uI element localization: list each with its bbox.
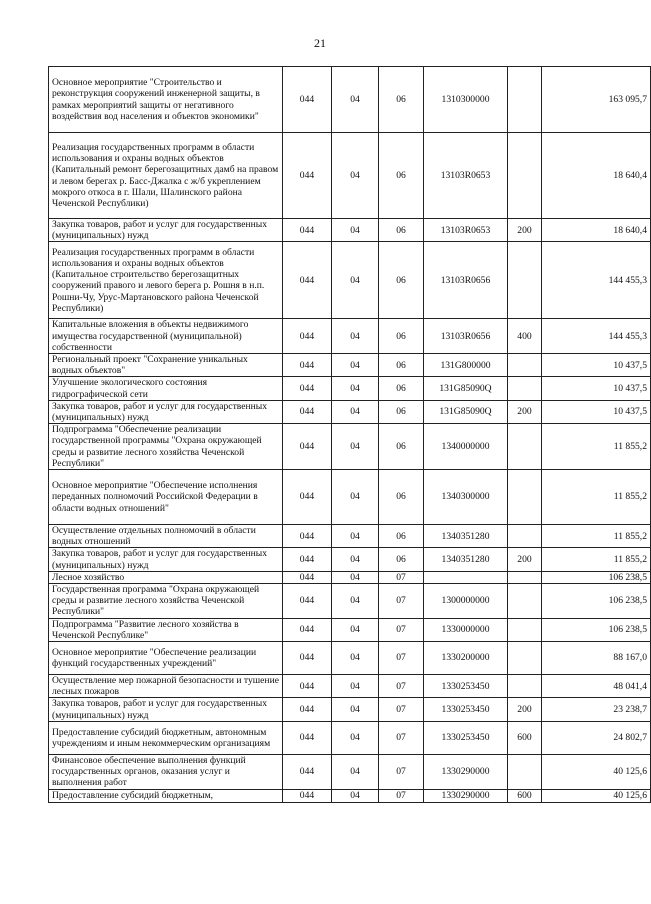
cell-section: 04 [332, 219, 379, 242]
cell-expense-type [508, 242, 542, 319]
table-row [49, 754, 651, 789]
cell-subsection: 06 [379, 319, 424, 354]
cell-target-code: 1340300000 [424, 470, 508, 525]
table-row [49, 67, 651, 133]
cell-subsection: 06 [379, 400, 424, 423]
cell-expense-type [508, 584, 542, 619]
cell-amount: 106 238,5 [542, 618, 651, 641]
cell-expense-type [508, 525, 542, 548]
table-row [49, 377, 651, 400]
cell-ministry: 044 [283, 424, 332, 470]
cell-subsection: 07 [379, 675, 424, 698]
cell-name: Финансовое обеспечение выполнения функций государственных органов, оказания услуг и выполнения работ [49, 754, 283, 789]
table-row [49, 642, 651, 675]
cell-section: 04 [332, 675, 379, 698]
cell-amount: 18 640,4 [542, 219, 651, 242]
cell-target-code: 1340351280 [424, 525, 508, 548]
cell-name: Основное мероприятие "Обеспечение реализации функций государственных учреждений" [49, 642, 283, 675]
cell-name: Осуществление отдельных полномочий в области водных отношений [49, 525, 283, 548]
cell-subsection: 07 [379, 571, 424, 583]
cell-name: Капитальные вложения в объекты недвижимого имущества государственной (муниципальной) собственности [49, 319, 283, 354]
cell-name: Закупка товаров, работ и услуг для государственных (муниципальных) нужд [49, 548, 283, 571]
cell-subsection: 07 [379, 754, 424, 789]
cell-subsection: 06 [379, 133, 424, 219]
cell-section: 04 [332, 584, 379, 619]
cell-name: Предоставление субсидий бюджетным, [49, 789, 283, 802]
cell-ministry: 044 [283, 548, 332, 571]
cell-ministry: 044 [283, 618, 332, 641]
cell-amount: 106 238,5 [542, 571, 651, 583]
table-row [49, 470, 651, 525]
cell-amount: 106 238,5 [542, 584, 651, 619]
cell-name: Основное мероприятие "Обеспечение исполнения переданных полномочий Российской Федерации в области водных отношений" [49, 470, 283, 525]
cell-ministry: 044 [283, 319, 332, 354]
cell-expense-type [508, 354, 542, 377]
cell-ministry: 044 [283, 789, 332, 802]
table-row [49, 219, 651, 242]
cell-subsection: 07 [379, 698, 424, 721]
cell-section: 04 [332, 67, 379, 133]
cell-amount: 10 437,5 [542, 354, 651, 377]
cell-target-code: 1330290000 [424, 789, 508, 802]
table-row [49, 675, 651, 698]
cell-name: Подпрограмма "Обеспечение реализации государственной программы "Охрана окружающей среды и развитие лесного хозяйства Чеченской Республики" [49, 424, 283, 470]
cell-target-code: 1330200000 [424, 642, 508, 675]
cell-target-code: 1330253450 [424, 675, 508, 698]
cell-target-code: 131G800000 [424, 354, 508, 377]
table-row [49, 133, 651, 219]
cell-section: 04 [332, 354, 379, 377]
cell-subsection: 07 [379, 618, 424, 641]
cell-target-code: 131G85090Q [424, 400, 508, 423]
table-row [49, 242, 651, 319]
cell-target-code [424, 571, 508, 583]
cell-ministry: 044 [283, 525, 332, 548]
cell-subsection: 06 [379, 525, 424, 548]
cell-subsection: 06 [379, 548, 424, 571]
cell-subsection: 06 [379, 242, 424, 319]
page-number: 21 [314, 36, 326, 50]
cell-subsection: 06 [379, 470, 424, 525]
table-row [49, 525, 651, 548]
table-row [49, 618, 651, 641]
cell-amount: 10 437,5 [542, 377, 651, 400]
cell-section: 04 [332, 319, 379, 354]
table-row [49, 319, 651, 354]
cell-section: 04 [332, 642, 379, 675]
cell-target-code: 1330253450 [424, 721, 508, 754]
cell-name: Закупка товаров, работ и услуг для государственных (муниципальных) нужд [49, 400, 283, 423]
cell-expense-type [508, 675, 542, 698]
table-row [49, 400, 651, 423]
cell-ministry: 044 [283, 675, 332, 698]
cell-expense-type: 200 [508, 548, 542, 571]
cell-target-code: 13103R0653 [424, 133, 508, 219]
cell-subsection: 06 [379, 377, 424, 400]
cell-name: Осуществление мер пожарной безопасности и тушение лесных пожаров [49, 675, 283, 698]
table-row [49, 584, 651, 619]
cell-expense-type [508, 133, 542, 219]
cell-ministry: 044 [283, 133, 332, 219]
cell-amount: 11 855,2 [542, 470, 651, 525]
cell-amount: 40 125,6 [542, 789, 651, 802]
cell-ministry: 044 [283, 470, 332, 525]
cell-expense-type [508, 571, 542, 583]
cell-subsection: 07 [379, 789, 424, 802]
cell-expense-type [508, 754, 542, 789]
cell-section: 04 [332, 400, 379, 423]
cell-subsection: 07 [379, 721, 424, 754]
cell-target-code: 131G85090Q [424, 377, 508, 400]
cell-amount: 10 437,5 [542, 400, 651, 423]
cell-section: 04 [332, 571, 379, 583]
cell-ministry: 044 [283, 754, 332, 789]
cell-expense-type [508, 67, 542, 133]
cell-name: Лесное хозяйство [49, 571, 283, 583]
cell-name: Региональный проект "Сохранение уникальных водных объектов" [49, 354, 283, 377]
cell-section: 04 [332, 618, 379, 641]
cell-amount: 88 167,0 [542, 642, 651, 675]
cell-expense-type: 600 [508, 789, 542, 802]
cell-target-code: 13103R0656 [424, 319, 508, 354]
cell-expense-type [508, 424, 542, 470]
cell-amount: 11 855,2 [542, 525, 651, 548]
cell-section: 04 [332, 754, 379, 789]
cell-amount: 23 238,7 [542, 698, 651, 721]
cell-section: 04 [332, 470, 379, 525]
cell-target-code: 13103R0653 [424, 219, 508, 242]
cell-expense-type: 600 [508, 721, 542, 754]
cell-ministry: 044 [283, 67, 332, 133]
cell-name: Закупка товаров, работ и услуг для государственных (муниципальных) нужд [49, 698, 283, 721]
table-row [49, 424, 651, 470]
cell-expense-type: 200 [508, 400, 542, 423]
cell-amount: 144 455,3 [542, 242, 651, 319]
cell-target-code: 1330000000 [424, 618, 508, 641]
cell-amount: 144 455,3 [542, 319, 651, 354]
cell-subsection: 07 [379, 584, 424, 619]
cell-target-code: 1340000000 [424, 424, 508, 470]
cell-name: Предоставление субсидий бюджетным, автономным учреждениям и иным некоммерческим организациям [49, 721, 283, 754]
cell-ministry: 044 [283, 584, 332, 619]
cell-ministry: 044 [283, 400, 332, 423]
table-row [49, 721, 651, 754]
cell-amount: 40 125,6 [542, 754, 651, 789]
cell-subsection: 06 [379, 67, 424, 133]
cell-name: Реализация государственных программ в области использования и охраны водных объектов (Капитальный ремонт берегозащитных дамб на правом и левом берегах р. Басс-Джалка с ж/б укреплением мокрого откоса в г. Шали, Шалинского района Чеченской Республики) [49, 133, 283, 219]
cell-expense-type [508, 642, 542, 675]
cell-amount: 24 802,7 [542, 721, 651, 754]
cell-ministry: 044 [283, 354, 332, 377]
cell-amount: 11 855,2 [542, 424, 651, 470]
cell-amount: 163 095,7 [542, 67, 651, 133]
table-row [49, 354, 651, 377]
cell-subsection: 06 [379, 219, 424, 242]
cell-expense-type [508, 377, 542, 400]
cell-ministry: 044 [283, 721, 332, 754]
cell-ministry: 044 [283, 377, 332, 400]
cell-section: 04 [332, 698, 379, 721]
cell-ministry: 044 [283, 571, 332, 583]
cell-subsection: 07 [379, 642, 424, 675]
cell-name: Государственная программа "Охрана окружающей среды и развитие лесного хозяйства Чеченской Республики" [49, 584, 283, 619]
budget-table [48, 66, 651, 803]
cell-section: 04 [332, 424, 379, 470]
cell-section: 04 [332, 242, 379, 319]
cell-ministry: 044 [283, 642, 332, 675]
cell-name: Подпрограмма "Развитие лесного хозяйства в Чеченской Республике" [49, 618, 283, 641]
cell-ministry: 044 [283, 219, 332, 242]
cell-expense-type: 200 [508, 698, 542, 721]
cell-ministry: 044 [283, 242, 332, 319]
cell-section: 04 [332, 721, 379, 754]
cell-section: 04 [332, 548, 379, 571]
cell-amount: 48 041,4 [542, 675, 651, 698]
cell-amount: 11 855,2 [542, 548, 651, 571]
cell-target-code: 1310300000 [424, 67, 508, 133]
cell-subsection: 06 [379, 424, 424, 470]
cell-expense-type: 400 [508, 319, 542, 354]
cell-section: 04 [332, 789, 379, 802]
cell-target-code: 1330290000 [424, 754, 508, 789]
cell-amount: 18 640,4 [542, 133, 651, 219]
cell-name: Закупка товаров, работ и услуг для государственных (муниципальных) нужд [49, 219, 283, 242]
table-row [49, 548, 651, 571]
cell-ministry: 044 [283, 698, 332, 721]
cell-section: 04 [332, 525, 379, 548]
cell-expense-type [508, 470, 542, 525]
table-row [49, 698, 651, 721]
table-row [49, 571, 651, 583]
cell-name: Улучшение экологического состояния гидрографической сети [49, 377, 283, 400]
cell-section: 04 [332, 133, 379, 219]
cell-target-code: 1340351280 [424, 548, 508, 571]
cell-target-code: 1300000000 [424, 584, 508, 619]
table-row [49, 789, 651, 802]
cell-expense-type: 200 [508, 219, 542, 242]
cell-target-code: 1330253450 [424, 698, 508, 721]
cell-name: Основное мероприятие "Строительство и реконструкция сооружений инженерной защиты, в рамках мероприятий защиты от негативного воздействия вод населения и объектов экономики" [49, 67, 283, 133]
cell-expense-type [508, 618, 542, 641]
cell-subsection: 06 [379, 354, 424, 377]
cell-section: 04 [332, 377, 379, 400]
cell-name: Реализация государственных программ в области использования и охраны водных объектов (Капитальное строительство берегозащитных сооружений правого и левого берега р. Рошня в н.п. Рошни-Чу, Урус-Мартановского района Чеченской Республики) [49, 242, 283, 319]
cell-target-code: 13103R0656 [424, 242, 508, 319]
